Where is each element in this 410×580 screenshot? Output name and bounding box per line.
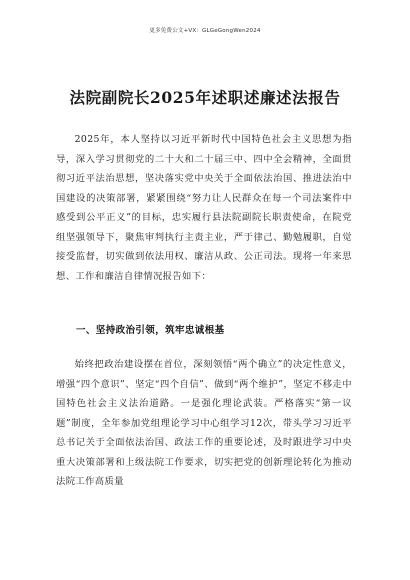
- section-body-block: [56, 355, 352, 575]
- intro-paragraph: 2025年，本人坚持以习近平新时代中国特色社会主义思想为指导，深入学习贯彻党的二十大和二十届三中、四中全会精神，全面贯彻习近平法治思想，坚决落实党中央关于全面依法治国、推进法治中国建设的决策部署，紧紧围绕“努力让人民群众在每一个司法案件中感受到公平正义”的目标，忠实履行县法院副院长职责使命，在院党组坚强领导下，聚焦审判执行主责主业，严于律己、勤勉履职，自觉接受监督，切实做到依法用权、廉洁从政、公正司法。现将一年来思想、工作和廉洁自律情况报告如下：: [56, 134, 352, 282]
- section-heading: 一、坚持政治引领，筑牢忠诚根基: [76, 325, 225, 336]
- document-title: 法院副院长2025年述职述廉述法报告: [69, 88, 341, 107]
- section-body-paragraph: 始终把政治建设摆在首位，深刻领悟“两个确立”的决定性意义，增强“四个意识”、坚定“四个自信”、做到“两个维护”，坚定不移走中国特色社会主义法治道路。一是强化理论武装。严格落实“第一议题”制度，全年参加党组理论学习中心组学习12次，带头学习习近平总书记关于全面依法治国、政法工作的重要论述，及时跟进学习中央重大决策部署和上级法院工作要求，切实把党的创新理论转化为推动法院工作高质量: [56, 359, 352, 487]
- header-note: 更多免费公文+VX：GLGeGongWen2024: [149, 28, 261, 34]
- intro-paragraph-block: [56, 130, 352, 318]
